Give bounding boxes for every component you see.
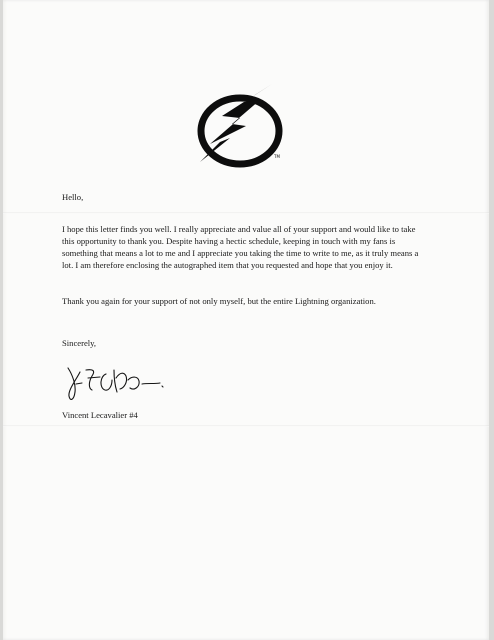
body-paragraph-1: I hope this letter finds you well. I really appreciate and value all of your support and would like to take this opportunity to thank you. Despite having a hectic schedule, keeping in touch with my fans is something that means a lot to me and I appreciate you taking the time to write to me, as it truly means a lot. I am therefore enclosing the autographed item that you requested and hope that you enjoy it. [62, 224, 419, 270]
fold-crease [3, 212, 489, 214]
closing: Sincerely, [62, 338, 97, 348]
svg-text:TM: TM [274, 154, 280, 159]
tampa-bay-lightning-logo-icon [190, 82, 290, 172]
greeting: Hello, [62, 192, 84, 202]
signer-name: Vincent Lecavalier #4 [62, 410, 138, 420]
body-paragraph-2: Thank you again for your support of not only myself, but the entire Lightning organization. [62, 296, 376, 306]
fold-crease [3, 425, 489, 427]
handwritten-signature-icon [62, 362, 172, 404]
